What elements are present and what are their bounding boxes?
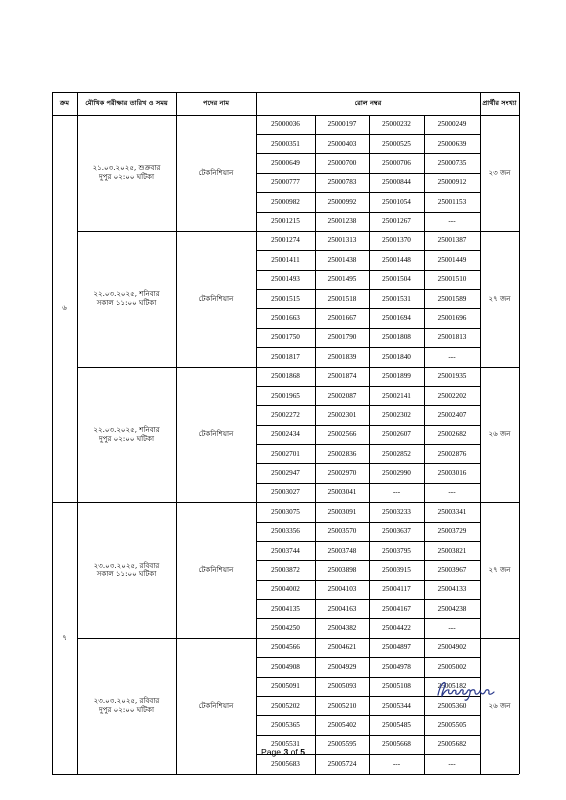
candidate-count: ২৬ জন (488, 700, 511, 710)
roll-number-cell: 25001589 (437, 294, 467, 303)
roll-number-cell: 25004929 (327, 662, 357, 671)
roll-number-cell: 25002836 (327, 449, 357, 458)
roll-number-cell: 25003915 (382, 565, 411, 574)
roll-number-cell: 25002434 (271, 430, 300, 439)
post-name: টেকনিশিয়ান (198, 700, 234, 710)
serial-number: ৬ (62, 303, 67, 313)
roll-number-cell: 25005202 (271, 701, 300, 710)
roll-number-cell: 25001495 (327, 275, 357, 284)
roll-number-cell: 25002947 (271, 469, 300, 478)
roll-number-cell: 25003570 (327, 527, 357, 536)
roll-number-cell: --- (392, 759, 401, 768)
roll-number-cell: 25001696 (437, 313, 467, 322)
roll-number-cell: 25005724 (327, 759, 357, 768)
roll-number-cell: 25000783 (327, 178, 357, 187)
roll-number-cell: 25000351 (271, 139, 300, 148)
roll-number-cell: 25005682 (437, 740, 467, 749)
roll-number-cell: 25005485 (382, 720, 411, 729)
roll-number-cell: 25001153 (437, 197, 467, 206)
roll-number-cell: 25000992 (327, 197, 357, 206)
roll-number-cell: 25001449 (437, 255, 467, 264)
roll-number-cell: 25000649 (271, 158, 300, 167)
roll-number-cell: 25001504 (382, 275, 411, 284)
roll-number-cell: 25001054 (382, 197, 411, 206)
roll-number-cell: 25002876 (437, 449, 467, 458)
roll-number-cell: 25004117 (382, 585, 411, 594)
roll-number-cell: 25001493 (271, 275, 300, 284)
candidate-count: ২৭ জন (488, 564, 511, 574)
roll-number-cell: 25004163 (327, 604, 357, 613)
roll-number-cell: 25001238 (327, 217, 357, 226)
roll-number-cell: 25000403 (327, 139, 357, 148)
roll-number-cell: 25004103 (327, 585, 357, 594)
roll-number-cell: --- (448, 217, 456, 226)
roll-number-cell: 25001411 (271, 255, 300, 264)
candidate-count: ২৭ জন (488, 293, 511, 303)
roll-number-cell: 25005002 (437, 662, 467, 671)
roll-number-cell: 25001370 (382, 236, 411, 245)
roll-number-cell: 25005668 (382, 740, 411, 749)
exam-date-time: ২২.০৩.২০২৫, শনিবার সকাল ১১:০০ ঘটিকা (93, 289, 160, 308)
header-exam-date-time: মৌখিক পরীক্ষার তারিখ ও সময় (85, 99, 168, 108)
roll-number-cell: 25003967 (437, 565, 467, 574)
roll-number-cell: 25003075 (271, 507, 300, 516)
roll-number-cell: 25000232 (382, 120, 411, 129)
roll-number-cell: 25004978 (382, 662, 411, 671)
roll-number-cell: 25002852 (382, 449, 411, 458)
roll-number-cell: 25005365 (271, 720, 300, 729)
roll-number-cell: 25003795 (382, 546, 411, 555)
roll-number-cell: 25004133 (437, 585, 467, 594)
roll-number-cell: 25005595 (327, 740, 357, 749)
roll-number-cell: 25005091 (271, 682, 300, 691)
roll-number-cell: --- (448, 624, 456, 633)
roll-number-cell: 25001267 (382, 217, 411, 226)
roll-number-cell: 25005344 (382, 701, 411, 710)
roll-number-cell: 25003744 (271, 546, 300, 555)
roll-number-cell: --- (448, 352, 456, 361)
roll-number-cell: 25003016 (437, 469, 467, 478)
roll-number-cell: 25001899 (382, 372, 411, 381)
exam-date-time: ২২.০৩.২০২৫, শনিবার দুপুর ০২:০০ ঘটিকা (93, 424, 160, 443)
roll-number-cell: 25003091 (327, 507, 357, 516)
roll-number-cell: 25003898 (327, 565, 357, 574)
roll-number-cell: 25001448 (382, 255, 411, 264)
roll-number-cell: 25001510 (437, 275, 467, 284)
header-serial: ক্রম (59, 99, 70, 108)
roll-number-cell: 25003041 (327, 488, 357, 497)
footer-prefix: Page (261, 747, 284, 757)
signature-image (432, 675, 502, 701)
roll-number-cell: 25001808 (382, 333, 411, 342)
total-page-count: 5 (300, 747, 305, 757)
roll-number-cell: 25000036 (271, 120, 300, 129)
roll-number-cell: 25001839 (327, 352, 357, 361)
roll-number-cell: 25004566 (271, 643, 300, 652)
roll-number-cell: 25000912 (437, 178, 467, 187)
roll-number-cell: 25002141 (382, 391, 411, 400)
roll-number-cell: 25005505 (437, 720, 467, 729)
roll-number-cell: 25004908 (271, 662, 300, 671)
roll-number-cell: 25005182 (437, 682, 467, 691)
roll-number-cell: 25001387 (437, 236, 467, 245)
header-candidate-count: প্রার্থীর সংখ্যা (482, 99, 517, 108)
roll-number-cell: 25003341 (437, 507, 467, 516)
roll-number-cell: 25002970 (327, 469, 357, 478)
roll-number-cell: 25003356 (271, 527, 300, 536)
roll-number-cell: 25002302 (382, 410, 411, 419)
roll-number-cell: 25000249 (437, 120, 467, 129)
exam-date-time: ২৩.০৩.২০২৫, রবিবার দুপুর ০২:০০ ঘটিকা (93, 696, 160, 715)
roll-number-cell: 25000735 (437, 158, 467, 167)
roll-number-cell: 25003637 (382, 527, 411, 536)
roll-number-cell: 25002301 (327, 410, 357, 419)
roll-number-cell: 25001531 (382, 294, 411, 303)
roll-number-cell: 25003729 (437, 527, 467, 536)
roll-number-cell: 25004135 (271, 604, 300, 613)
table-rule (52, 92, 519, 93)
roll-number-cell: 25001274 (271, 236, 300, 245)
roll-number-cell: 25002682 (437, 430, 467, 439)
roll-number-cell: 25001313 (327, 236, 357, 245)
roll-number-cell: 25003233 (382, 507, 411, 516)
roll-number-cell: 25001874 (327, 372, 357, 381)
roll-number-cell: 25003748 (327, 546, 357, 555)
roll-number-cell: 25000639 (437, 139, 467, 148)
roll-number-cell: 25001750 (271, 333, 300, 342)
roll-number-cell: --- (448, 759, 456, 768)
roll-number-cell: 25002407 (437, 410, 467, 419)
footer-middle: of (288, 747, 301, 757)
roll-number-cell: 25002202 (437, 391, 467, 400)
roll-number-cell: 25004422 (382, 624, 411, 633)
exam-date-time: ২৩.০৩.২০২৫, রবিবার সকাল ১১:০০ ঘটিকা (93, 560, 160, 579)
roll-number-cell: 25001817 (271, 352, 300, 361)
roll-number-cell: 25000982 (271, 197, 300, 206)
roll-number-cell: 25005093 (327, 682, 357, 691)
roll-number-cell: 25000844 (382, 178, 411, 187)
roll-number-cell: 25001868 (271, 372, 300, 381)
post-name: টেকনিশিয়ান (198, 564, 234, 574)
roll-number-cell: 25002990 (382, 469, 411, 478)
roll-number-cell: 25005531 (271, 740, 300, 749)
roll-number-cell: 25001663 (271, 313, 300, 322)
roll-number-cell: 25004238 (437, 604, 467, 613)
roll-number-cell: 25000777 (271, 178, 300, 187)
roll-number-cell: --- (448, 488, 456, 497)
roll-number-cell: 25005108 (382, 682, 411, 691)
roll-number-cell: 25001840 (382, 352, 411, 361)
roll-number-cell: 25004002 (271, 585, 300, 594)
candidate-count: ২৬ জন (488, 429, 511, 439)
page-footer (0, 747, 566, 757)
roll-number-cell: 25003821 (437, 546, 467, 555)
header-post-name: পদের নাম (202, 99, 230, 108)
roll-number-cell: 25003872 (271, 565, 300, 574)
roll-number-cell: 25001215 (271, 217, 300, 226)
roll-number-cell: 25002272 (271, 410, 300, 419)
candidate-count: ২৩ জন (488, 167, 511, 177)
roll-number-cell: 25001790 (327, 333, 357, 342)
roll-number-cell: 25001438 (327, 255, 357, 264)
roll-number-cell: 25001518 (327, 294, 357, 303)
roll-number-cell: 25001515 (271, 294, 300, 303)
roll-number-cell: 25000525 (382, 139, 411, 148)
roll-number-cell: 25002701 (271, 449, 300, 458)
roll-number-cell: 25004897 (382, 643, 411, 652)
roll-number-cell: 25001694 (382, 313, 411, 322)
roll-number-cell: 25002607 (382, 430, 411, 439)
roll-number-cell: 25001813 (437, 333, 467, 342)
roll-number-cell: 25005360 (437, 701, 467, 710)
exam-date-time: ২১.০৩.২০২৫, শুক্রবার দুপুর ০২:০০ ঘটিকা (92, 163, 161, 182)
roll-number-cell: 25000197 (327, 120, 357, 129)
roll-number-cell: 25004902 (437, 643, 467, 652)
serial-number: ৭ (62, 632, 67, 642)
roll-number-cell: 25005210 (327, 701, 357, 710)
post-name: টেকনিশিয়ান (198, 293, 234, 303)
roll-number-cell: 25000706 (382, 158, 411, 167)
post-name: টেকনিশিয়ান (198, 167, 234, 177)
roll-number-cell: 25004167 (382, 604, 411, 613)
current-page-number: 3 (283, 747, 289, 757)
roll-number-cell: 25001935 (437, 372, 467, 381)
roll-number-cell: --- (392, 488, 401, 497)
roll-number-cell: 25002087 (327, 391, 357, 400)
roll-number-cell: 25002566 (327, 430, 357, 439)
header-roll-number: রোল নম্বর (354, 99, 382, 108)
roll-number-cell: 25004621 (327, 643, 357, 652)
roll-number-cell: 25005402 (327, 720, 357, 729)
roll-number-cell: 25001965 (271, 391, 300, 400)
roll-number-cell: 25000700 (327, 158, 357, 167)
roll-number-cell: 25003027 (271, 488, 300, 497)
roll-number-cell: 25005683 (271, 759, 300, 768)
roll-number-cell: 25004382 (327, 624, 357, 633)
post-name: টেকনিশিয়ান (198, 429, 234, 439)
roll-number-cell: 25004250 (271, 624, 300, 633)
roll-number-cell: 25001667 (327, 313, 357, 322)
